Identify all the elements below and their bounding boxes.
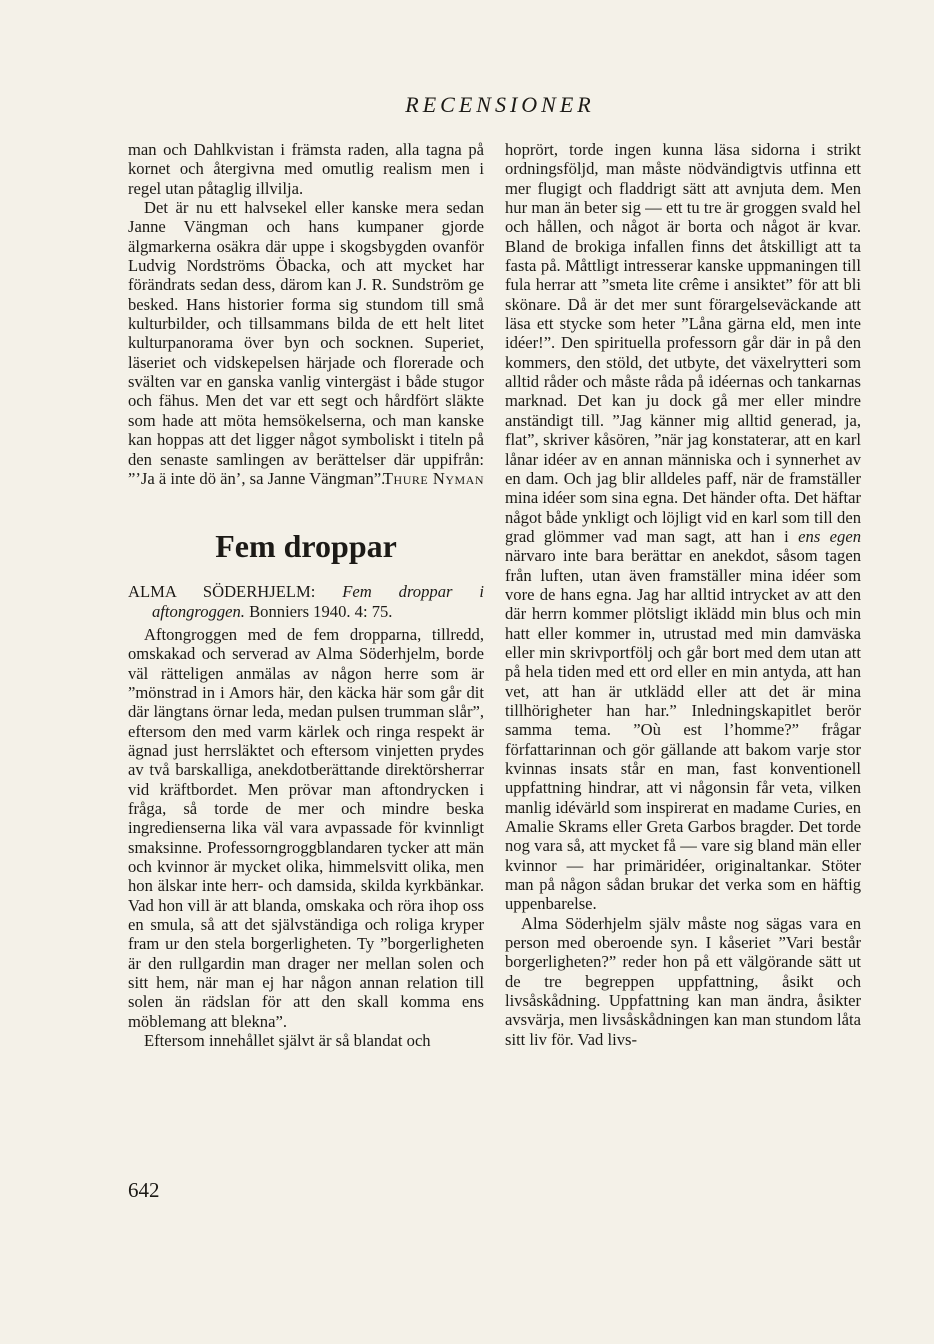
bibliographic-entry [128, 582, 484, 621]
book-title: Fem droppar i aftongroggen. [152, 582, 484, 621]
text-run: hoprört, torde ingen kunna läsa sidorna i strikt ordningsföljd, man måste nödvändigtvis utfinna ett mer flugigt och fladdrigt sätt att avnjuta dem. Men hur man än beter sig — ett tu tre är groggen svald hel och hållen, och något är borta och något är kvar. Bland de brokiga infallen finns det åtskilligt att ta fasta på. Måttligt intresserar kanske uppmaningen till fula herrar att ”smeta lite crême i ansiktet” för att bli skönare. Då är det mer sunt förargelseväckande att läsa ett stycke som heter ”Låna gärna eld, men inte idéer!”. Den spirituella professorn går där in på den kommers, den stöld, det utbyte, det växelrytteri som alltid råder och måste råda på idéernas och tankarnas marknad. Det kan ju dock gå mer eller mindre anständigt till. ”Jag känner mig alltid generad, ja, flat”, skriver kåsören, ”när jag konstaterar, att en karl lånar idéer av en annan människa och i synnerhet av en dam. Och jag blir alldeles paff, när de framställer mina idéer som sina egna. Det händer ofta. Det häftar något både ynkligt och löjligt vid en karl som till den grad glömmer vad man sagt, att han i [505, 140, 861, 546]
italic-text: ens egen [798, 526, 861, 546]
book-author: ALMA SÖDERHJELM: [128, 582, 316, 602]
review-title: Fem droppar [215, 528, 397, 565]
paragraph: Aftongroggen med de fem dropparna, tillredd, omskakad och serverad av Alma Söderhjelm, borde väl rätteligen anmälas av någon herre som är ”mönstrad in i Amors här, den käcka här som går dit där längtans örnar leda, medan pulsen trumman slår”, eftersom den med varm kärlek och ringa respekt är ägnad just herrsläktet och eftersom vinjetten prydes av två barskalliga, anekdotberättande direktörsherrar vid kräftbordet. Men prövar man aftondrycken i fråga, så torde de mer och mindre beska ingredienserna lika väl vara avpassade för kvinnligt smaksinne. Professorngroggblandaren tycker att män och kvinnor är mycket olika, himmelsvitt olika, men hon älskar inte herr- och damsida, skilda kyrkbänkar. Vad hon vill är att blanda, omskaka och röra ihop oss en smula, så att det självständiga och roliga kryper fram ur den stela borgerligheten. Ty ”borgerligheten är den rullgardin man drager ner mellan solen och sitt hem, när man ej har någon annan relation till solen än rädslan för att den skall komma ens möblemang att blekna”. [128, 624, 484, 1031]
right-column [505, 140, 861, 1049]
page-number: 642 [128, 1178, 160, 1202]
paragraph: Alma Söderhjelm själv måste nog sägas vara en person med oberoende syn. I kåseriet ”Vari består borgerligheten?” reder hon på ett välgörande sätt ut de tre begreppen uppfattning, åsikt och livsåskådning. Uppfattning kan man ändra, åsikter avsvärja, men livsåskådningen kan man stundom låta sitt liv för. Vad livs- [505, 913, 861, 1049]
text-run: närvaro inte bara berättar en anekdot, såsom tagen från luften, utan även framställer mina idéer som vore de hans egna. Jag har alltid intrycket av att den där herrn kommer plötsligt iklädd min blus och min hatt eller kommer in, utrustad med min damväska eller min skrivportfölj och går bort med dem utan att på hela tiden med ett ord eller en min antyda, att han vet, att han är utklädd eller att det är mina tillhörigheter han har.” Inledningskapitlet berör samma tema. ”Où est l’homme?” frågar författarinnan och gör gällande att bakom varje stor kvinnas insats står en man, fast konventionell uppfattning hindrar, att vi någonsin får veta, vilken manlig idévärld som inspirerat en madame Curies, en Amalie Skrams eller Greta Garbos bragder. Det torde nog vara så, att mycket få — vare sig bland män eller kvinnor — har primäridéer, originaltankar. Stöter man på någon sådan brukar det verka som en häftig uppenbarelse. [505, 546, 861, 914]
reviewer-signature: Thure Nyman [382, 468, 484, 488]
left-column [128, 140, 484, 1050]
paragraph-continued [505, 140, 861, 914]
paragraph: Det är nu ett halvsekel eller kanske mera sedan Janne Vängman och hans kumpaner gjorde älgmarkerna osäkra där uppe i skogsbygden ovanför Ludvig Nordströms Öbacka, och att mycket har förändrats sedan dess, därom kan J. R. Sundström ge besked. Hans historier forma sig stundom till små kulturbilder, och tillsammans bilda de ett helt litet kulturpanorama över byn och socknen. Superiet, läseriet och vidskepelsen härjade och florerade och svälten var en ganska vanlig vintergäst i både stugor och fähus. Men det var ett segt och hårdfört släkte som hade att möta hemsökelserna, och man kanske kan hoppas att det ligger något symboliskt i titeln på den senaste samlingen av berättelser där uppifrån: ”’Ja ä inte dö än’, sa Janne Vängman”. [128, 198, 484, 488]
book-publisher: Bonniers 1940. 4: 75. [249, 601, 393, 621]
running-head: RECENSIONER [405, 92, 595, 117]
paragraph-continued: man och Dahlkvistan i främsta raden, alla tagna på kornet och återgivna med omutlig realism men i regel utan påtaglig illvilja. [128, 140, 484, 198]
paragraph: Eftersom innehållet självt är så blandat och [144, 1031, 431, 1051]
